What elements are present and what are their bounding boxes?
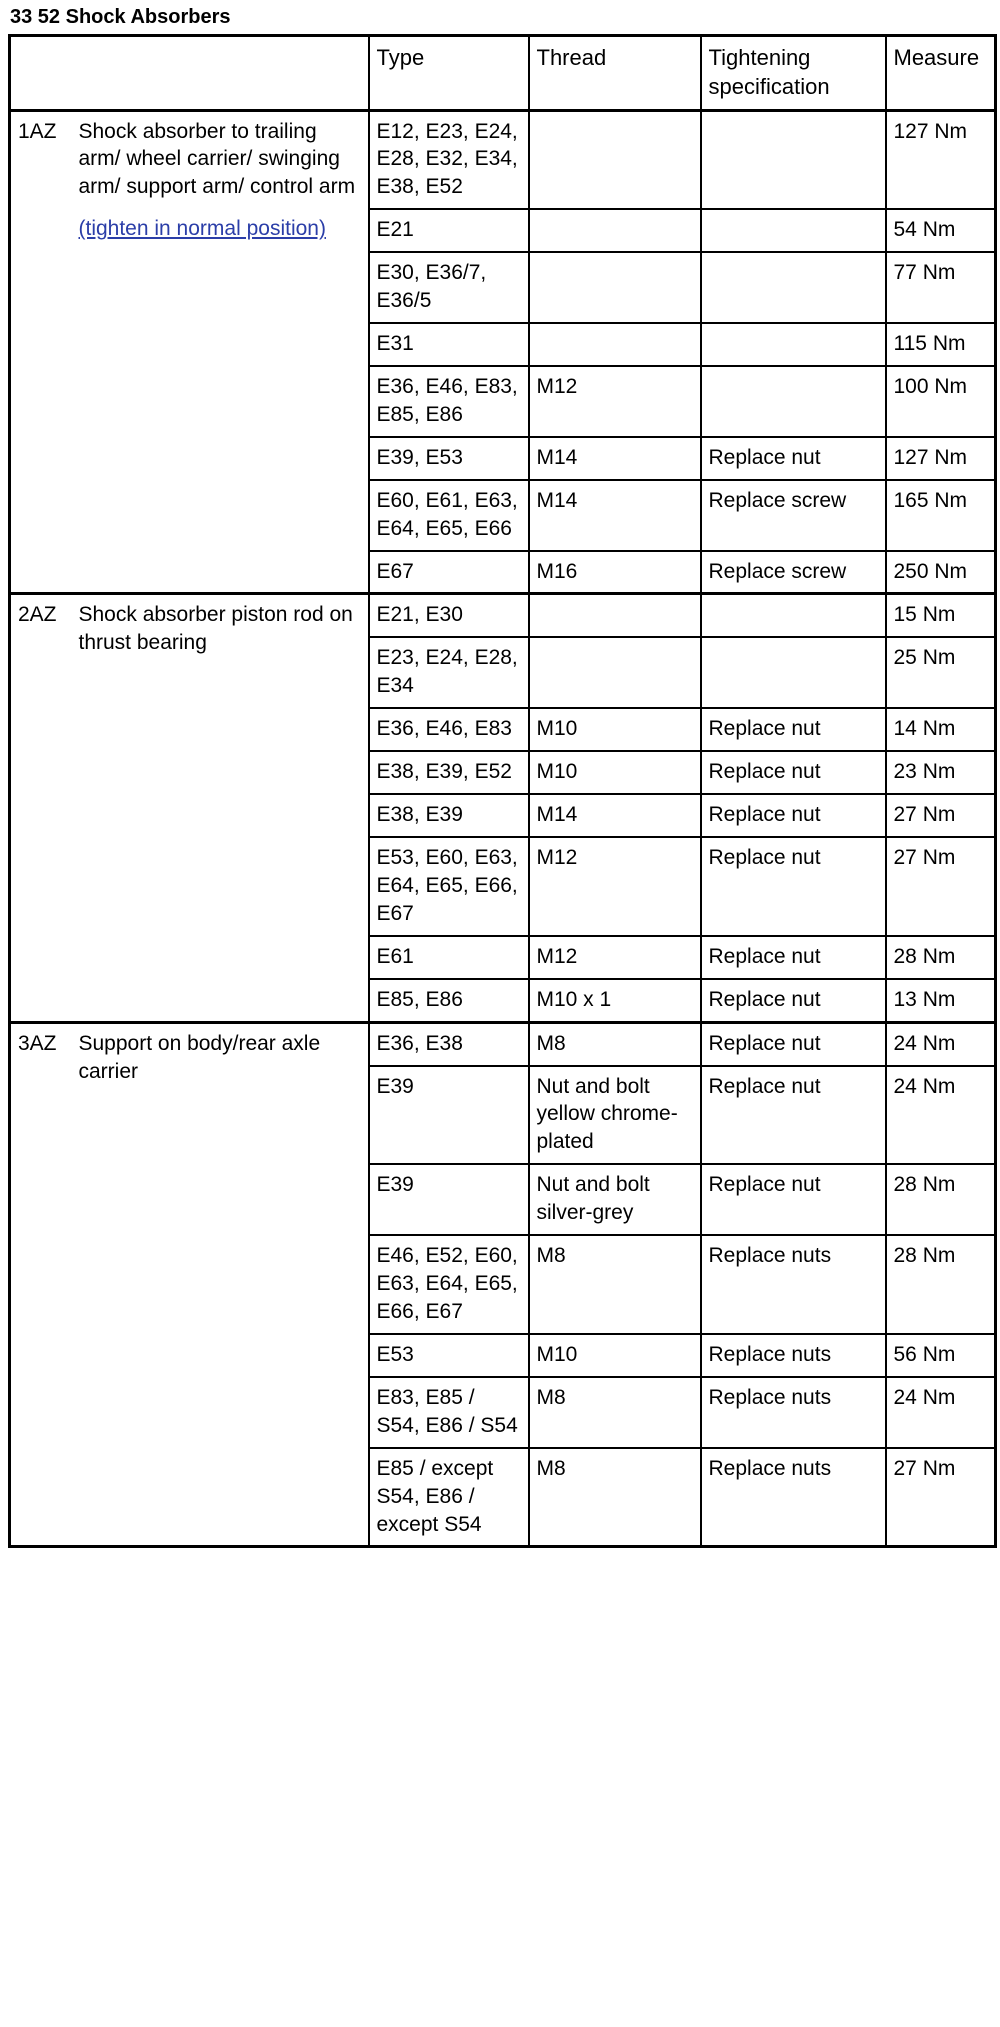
table-row bbox=[10, 110, 996, 209]
cell-tightening bbox=[701, 110, 886, 209]
cell-measure: 28 Nm bbox=[886, 1235, 996, 1334]
cell-thread: M8 bbox=[529, 1235, 701, 1334]
cell-thread: M10 bbox=[529, 1334, 701, 1377]
cell-measure: 27 Nm bbox=[886, 794, 996, 837]
cell-thread bbox=[529, 110, 701, 209]
cell-measure: 115 Nm bbox=[886, 323, 996, 366]
cell-thread: M14 bbox=[529, 794, 701, 837]
cell-type: E23, E24, E28, E34 bbox=[369, 637, 529, 708]
group-description bbox=[72, 1022, 369, 1547]
cell-measure: 100 Nm bbox=[886, 366, 996, 437]
cell-type: E21, E30 bbox=[369, 594, 529, 637]
column-header-type: Type bbox=[369, 36, 529, 111]
table-row bbox=[10, 1022, 996, 1065]
cell-tightening bbox=[701, 366, 886, 437]
group-id: 3AZ bbox=[10, 1022, 72, 1547]
cell-tightening: Replace nut bbox=[701, 437, 886, 480]
column-header-measure: Measure bbox=[886, 36, 996, 111]
cell-type: E38, E39, E52 bbox=[369, 751, 529, 794]
cell-thread bbox=[529, 594, 701, 637]
table-body bbox=[10, 110, 996, 1547]
cell-tightening: Replace screw bbox=[701, 480, 886, 551]
cell-thread: M10 bbox=[529, 751, 701, 794]
group-description-text: Shock absorber piston rod on thrust bearing bbox=[78, 603, 353, 655]
cell-thread: M14 bbox=[529, 480, 701, 551]
cell-thread: M12 bbox=[529, 936, 701, 979]
cell-type: E31 bbox=[369, 323, 529, 366]
cell-measure: 127 Nm bbox=[886, 110, 996, 209]
cell-type: E83, E85 / S54, E86 / S54 bbox=[369, 1377, 529, 1448]
cell-thread: M10 x 1 bbox=[529, 979, 701, 1022]
table-header-row bbox=[10, 36, 996, 111]
cell-type: E46, E52, E60, E63, E64, E65, E66, E67 bbox=[369, 1235, 529, 1334]
cell-type: E61 bbox=[369, 936, 529, 979]
cell-type: E39, E53 bbox=[369, 437, 529, 480]
group-description bbox=[72, 594, 369, 1022]
cell-measure: 127 Nm bbox=[886, 437, 996, 480]
cell-measure: 77 Nm bbox=[886, 252, 996, 323]
cell-tightening: Replace nut bbox=[701, 751, 886, 794]
cell-measure: 28 Nm bbox=[886, 936, 996, 979]
cell-measure: 165 Nm bbox=[886, 480, 996, 551]
cell-tightening: Replace nut bbox=[701, 794, 886, 837]
cell-thread bbox=[529, 252, 701, 323]
cell-thread: M8 bbox=[529, 1377, 701, 1448]
group-description-text: Support on body/rear axle carrier bbox=[78, 1031, 321, 1083]
cell-thread: Nut and bolt silver-grey bbox=[529, 1164, 701, 1235]
cell-measure: 27 Nm bbox=[886, 1448, 996, 1547]
group-id: 1AZ bbox=[10, 110, 72, 594]
cell-type: E85 / except S54, E86 / except S54 bbox=[369, 1448, 529, 1547]
cell-thread: M16 bbox=[529, 551, 701, 594]
cell-thread: M10 bbox=[529, 708, 701, 751]
shock-absorber-spec-table bbox=[8, 34, 997, 1548]
cell-tightening: Replace nut bbox=[701, 1066, 886, 1165]
column-header-description bbox=[10, 36, 369, 111]
cell-type: E12, E23, E24, E28, E32, E34, E38, E52 bbox=[369, 110, 529, 209]
group-description-link[interactable]: (tighten in normal position) bbox=[78, 217, 326, 241]
cell-measure: 56 Nm bbox=[886, 1334, 996, 1377]
cell-measure: 27 Nm bbox=[886, 837, 996, 936]
cell-thread: M12 bbox=[529, 366, 701, 437]
cell-thread bbox=[529, 637, 701, 708]
cell-measure: 13 Nm bbox=[886, 979, 996, 1022]
column-header-thread: Thread bbox=[529, 36, 701, 111]
cell-type: E39 bbox=[369, 1164, 529, 1235]
cell-type: E38, E39 bbox=[369, 794, 529, 837]
group-description-text: Shock absorber to trailing arm/ wheel carrier/ swinging arm/ support arm/ control arm bbox=[78, 119, 356, 199]
cell-thread: M14 bbox=[529, 437, 701, 480]
cell-tightening bbox=[701, 637, 886, 708]
table-row bbox=[10, 594, 996, 637]
cell-type: E67 bbox=[369, 551, 529, 594]
cell-tightening: Replace nuts bbox=[701, 1334, 886, 1377]
cell-tightening bbox=[701, 209, 886, 252]
cell-tightening: Replace nuts bbox=[701, 1235, 886, 1334]
cell-tightening bbox=[701, 594, 886, 637]
cell-measure: 14 Nm bbox=[886, 708, 996, 751]
cell-measure: 24 Nm bbox=[886, 1022, 996, 1065]
cell-thread: Nut and bolt yellow chrome-plated bbox=[529, 1066, 701, 1165]
cell-type: E36, E38 bbox=[369, 1022, 529, 1065]
group-id: 2AZ bbox=[10, 594, 72, 1022]
cell-measure: 28 Nm bbox=[886, 1164, 996, 1235]
cell-type: E85, E86 bbox=[369, 979, 529, 1022]
cell-tightening bbox=[701, 323, 886, 366]
cell-measure: 54 Nm bbox=[886, 209, 996, 252]
cell-measure: 15 Nm bbox=[886, 594, 996, 637]
cell-tightening bbox=[701, 252, 886, 323]
cell-measure: 24 Nm bbox=[886, 1377, 996, 1448]
column-header-tightening: Tightening specification bbox=[701, 36, 886, 111]
cell-measure: 23 Nm bbox=[886, 751, 996, 794]
cell-type: E30, E36/7, E36/5 bbox=[369, 252, 529, 323]
cell-measure: 250 Nm bbox=[886, 551, 996, 594]
cell-tightening: Replace screw bbox=[701, 551, 886, 594]
cell-type: E39 bbox=[369, 1066, 529, 1165]
cell-type: E53 bbox=[369, 1334, 529, 1377]
cell-type: E36, E46, E83, E85, E86 bbox=[369, 366, 529, 437]
cell-type: E53, E60, E63, E64, E65, E66, E67 bbox=[369, 837, 529, 936]
cell-tightening: Replace nut bbox=[701, 1022, 886, 1065]
cell-type: E21 bbox=[369, 209, 529, 252]
cell-tightening: Replace nut bbox=[701, 837, 886, 936]
cell-thread bbox=[529, 209, 701, 252]
cell-tightening: Replace nut bbox=[701, 936, 886, 979]
cell-tightening: Replace nut bbox=[701, 1164, 886, 1235]
cell-type: E36, E46, E83 bbox=[369, 708, 529, 751]
group-description bbox=[72, 110, 369, 594]
cell-measure: 25 Nm bbox=[886, 637, 996, 708]
cell-thread bbox=[529, 323, 701, 366]
cell-measure: 24 Nm bbox=[886, 1066, 996, 1165]
cell-tightening: Replace nut bbox=[701, 979, 886, 1022]
cell-tightening: Replace nut bbox=[701, 708, 886, 751]
cell-thread: M8 bbox=[529, 1022, 701, 1065]
cell-type: E60, E61, E63, E64, E65, E66 bbox=[369, 480, 529, 551]
cell-thread: M8 bbox=[529, 1448, 701, 1547]
page-title: 33 52 Shock Absorbers bbox=[10, 6, 231, 28]
table-header bbox=[10, 36, 996, 111]
cell-tightening: Replace nuts bbox=[701, 1377, 886, 1448]
cell-tightening: Replace nuts bbox=[701, 1448, 886, 1547]
cell-thread: M12 bbox=[529, 837, 701, 936]
